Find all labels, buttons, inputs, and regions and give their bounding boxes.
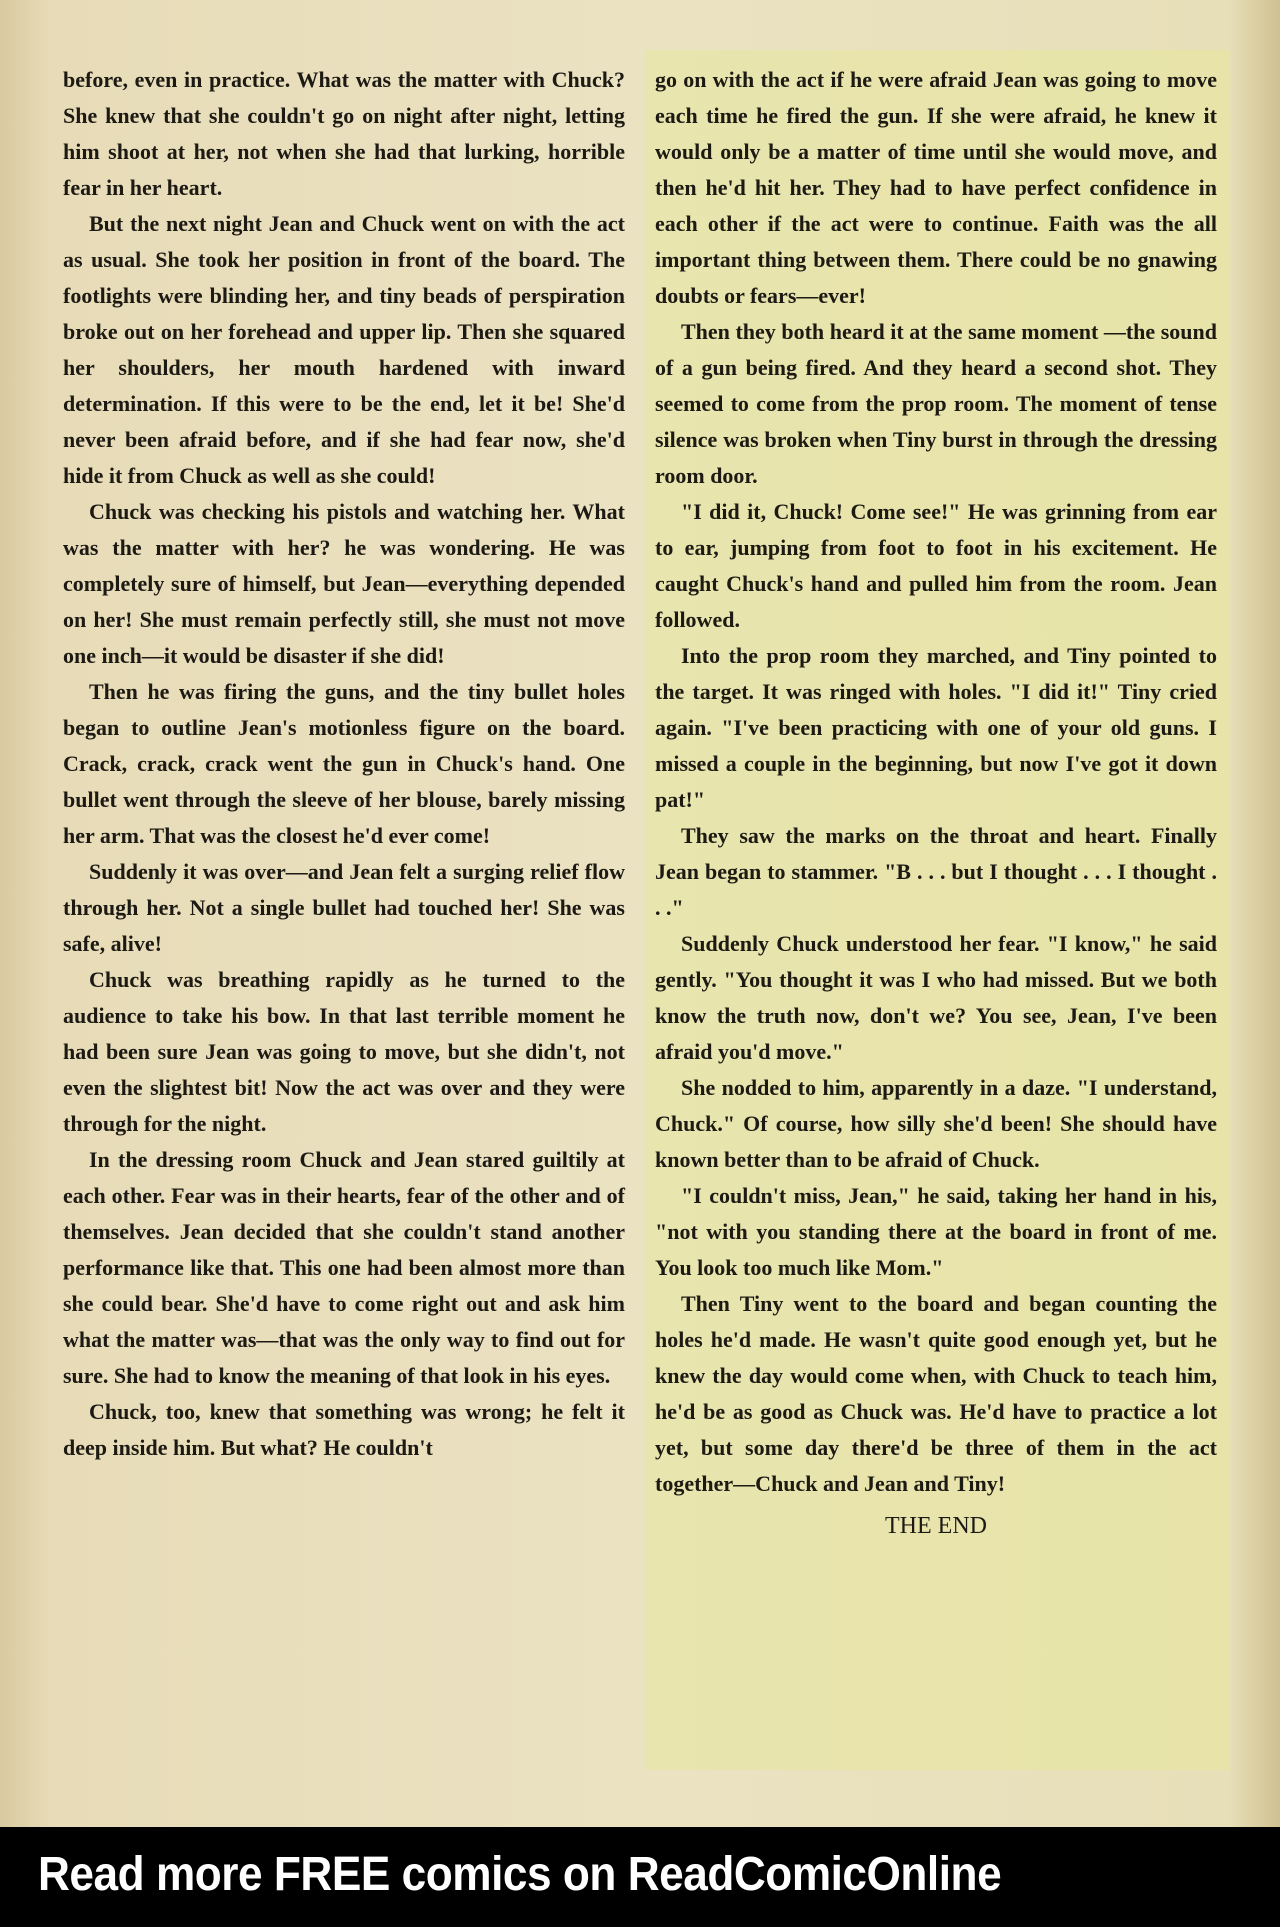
paragraph: go on with the act if he were afraid Jean was going to move each time he fired the gun. If she were afraid, he knew it would only be a matter of time until she would move, and then he'd hit her. They had to have perfect confidence in each other if the act were to continue. Faith was the all important thing between them. There could be no gnawing doubts or fears—ever!	[655, 67, 1217, 308]
paragraph: She nodded to him, apparently in a daze. "I understand, Chuck." Of course, how silly she'd been! She should have known better than to be afraid of Chuck.	[655, 1075, 1217, 1172]
paragraph: Then they both heard it at the same moment —the sound of a gun being fired. And they heard a second shot. They seemed to come from the prop room. The moment of tense silence was broken when Tiny burst in through the dressing room door.	[655, 319, 1217, 488]
paragraph: Chuck, too, knew that something was wrong; he felt it deep inside him. But what? He couldn't	[63, 1399, 625, 1460]
paragraph: "I couldn't miss, Jean," he said, taking her hand in his, "not with you standing there at the board in front of me. You look too much like Mom."	[655, 1183, 1217, 1280]
paragraph: Suddenly it was over—and Jean felt a surging relief flow through her. Not a single bullet had touched her! She was safe, alive!	[63, 859, 625, 956]
left-column	[63, 62, 625, 1466]
promo-banner-text: Read more FREE comics on ReadComicOnline	[38, 1848, 1002, 1901]
paragraph: Into the prop room they marched, and Tiny pointed to the target. It was ringed with holes. "I did it!" Tiny cried again. "I've been practicing with one of your old guns. I missed a couple in the beginning, but now I've got it down pat!"	[655, 643, 1217, 812]
right-column	[655, 62, 1217, 1544]
paragraph: Suddenly Chuck understood her fear. "I know," he said gently. "You thought it was I who had missed. But we both know the truth now, don't we? You see, Jean, I've been afraid you'd move."	[655, 931, 1217, 1064]
paragraph: Chuck was checking his pistols and watching her. What was the matter with her? he was wondering. He was completely sure of himself, but Jean—everything depended on her! She must remain perfectly still, she must not move one inch—it would be disaster if she did!	[63, 499, 625, 668]
paragraph: In the dressing room Chuck and Jean stared guiltily at each other. Fear was in their hearts, fear of the other and of themselves. Jean decided that she couldn't stand another performance like that. This one had been almost more than she could bear. She'd have to come right out and ask him what the matter was—that was the only way to find out for sure. She had to know the meaning of that look in his eyes.	[63, 1147, 625, 1388]
the-end-label: THE END	[885, 1513, 987, 1539]
paragraph: But the next night Jean and Chuck went on with the act as usual. She took her position in front of the board. The footlights were blinding her, and tiny beads of perspiration broke out on her forehead and upper lip. Then she squared her shoulders, her mouth hardened with inward determination. If this were to be the end, let it be! She'd never been afraid before, and if she had fear now, she'd hide it from Chuck as well as she could!	[63, 211, 625, 488]
paragraph: Then Tiny went to the board and began counting the holes he'd made. He wasn't quite good enough yet, but he knew the day would come when, with Chuck to teach him, he'd be as good as Chuck was. He'd have to practice a lot yet, but some day there'd be three of them in the act together—Chuck and Jean and Tiny!	[655, 1291, 1217, 1496]
paragraph: They saw the marks on the throat and heart. Finally Jean began to stammer. "B . . . but I thought . . . I thought . . ."	[655, 823, 1217, 920]
paragraph: "I did it, Chuck! Come see!" He was grinning from ear to ear, jumping from foot to foot in his excitement. He caught Chuck's hand and pulled him from the room. Jean followed.	[655, 499, 1217, 632]
paragraph: Chuck was breathing rapidly as he turned to the audience to take his bow. In that last terrible moment he had been sure Jean was going to move, but she didn't, not even the slightest bit! Now the act was over and they were through for the night.	[63, 967, 625, 1136]
paragraph: before, even in practice. What was the matter with Chuck? She knew that she couldn't go on night after night, letting him shoot at her, not when she had that lurking, horrible fear in her heart.	[63, 67, 625, 200]
paragraph: Then he was firing the guns, and the tiny bullet holes began to outline Jean's motionless figure on the board. Crack, crack, crack went the gun in Chuck's hand. One bullet went through the sleeve of her blouse, barely missing her arm. That was the closest he'd ever come!	[63, 679, 625, 848]
promo-banner[interactable]	[0, 1827, 1280, 1927]
